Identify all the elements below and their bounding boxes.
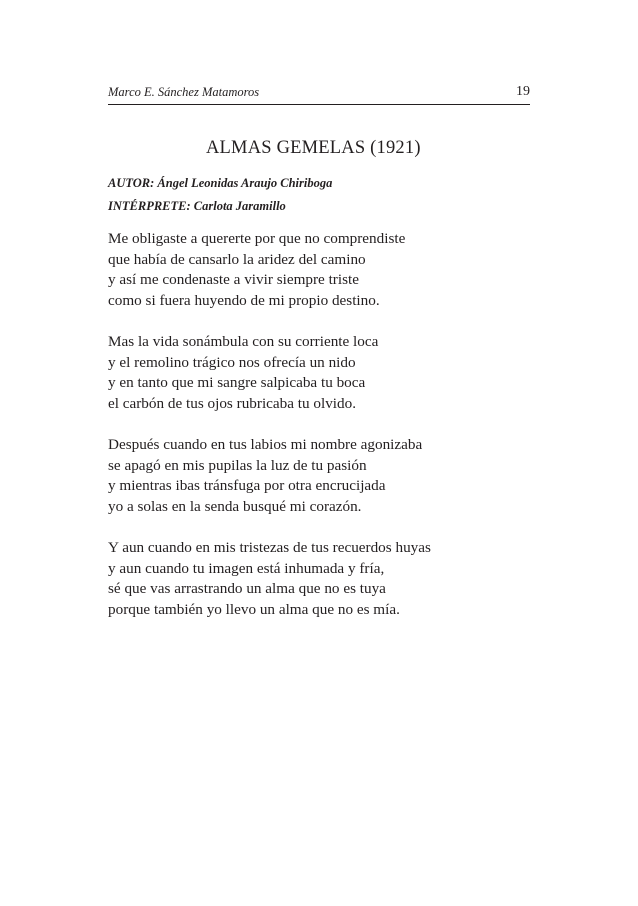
running-header-author: Marco E. Sánchez Matamoros bbox=[108, 85, 260, 99]
verse-line: yo a solas en la senda busqué mi corazón. bbox=[108, 497, 362, 515]
stanza bbox=[108, 229, 538, 311]
verse-line: Me obligaste a quererte por que no comprendiste bbox=[108, 230, 406, 247]
stanza bbox=[108, 332, 538, 414]
poem-body bbox=[108, 229, 538, 641]
stanza bbox=[108, 435, 538, 517]
verse-line: Mas la vida sonámbula con su corriente loca bbox=[108, 333, 379, 350]
verse-line: y el remolino trágico nos ofrecía un nido bbox=[108, 353, 356, 371]
verse-line: y en tanto que mi sangre salpicaba tu boca bbox=[108, 374, 366, 391]
verse-line: se apagó en mis pupilas la luz de tu pasión bbox=[108, 456, 367, 474]
running-header bbox=[108, 85, 530, 103]
performer-credit: INTÉRPRETE: Carlota Jaramillo bbox=[108, 199, 286, 213]
stanza bbox=[108, 538, 538, 620]
verse-line: Después cuando en tus labios mi nombre agonizaba bbox=[108, 436, 423, 453]
verse-line: Y aun cuando en mis tristezas de tus recuerdos huyas bbox=[108, 539, 431, 556]
verse-line: porque también yo llevo un alma que no es mía. bbox=[108, 600, 400, 618]
verse-line: y así me condenaste a vivir siempre triste bbox=[108, 271, 359, 288]
author-credit: AUTOR: Ángel Leonidas Araujo Chiriboga bbox=[108, 176, 333, 190]
verse-line: y mientras ibas tránsfuga por otra encrucijada bbox=[108, 477, 386, 494]
verse-line: que había de cansarlo la aridez del camino bbox=[108, 250, 366, 268]
song-title: ALMAS GEMELAS (1921) bbox=[206, 138, 421, 158]
song-credits bbox=[108, 172, 538, 218]
page-number: 19 bbox=[516, 84, 530, 99]
verse-line: como si fuera huyendo de mi propio destino. bbox=[108, 291, 380, 309]
verse-line: el carbón de tus ojos rubricaba tu olvido. bbox=[108, 394, 356, 412]
header-rule bbox=[108, 104, 530, 105]
verse-line: y aun cuando tu imagen está inhumada y fría, bbox=[108, 559, 385, 577]
verse-line: sé que vas arrastrando un alma que no es tuya bbox=[108, 580, 386, 597]
